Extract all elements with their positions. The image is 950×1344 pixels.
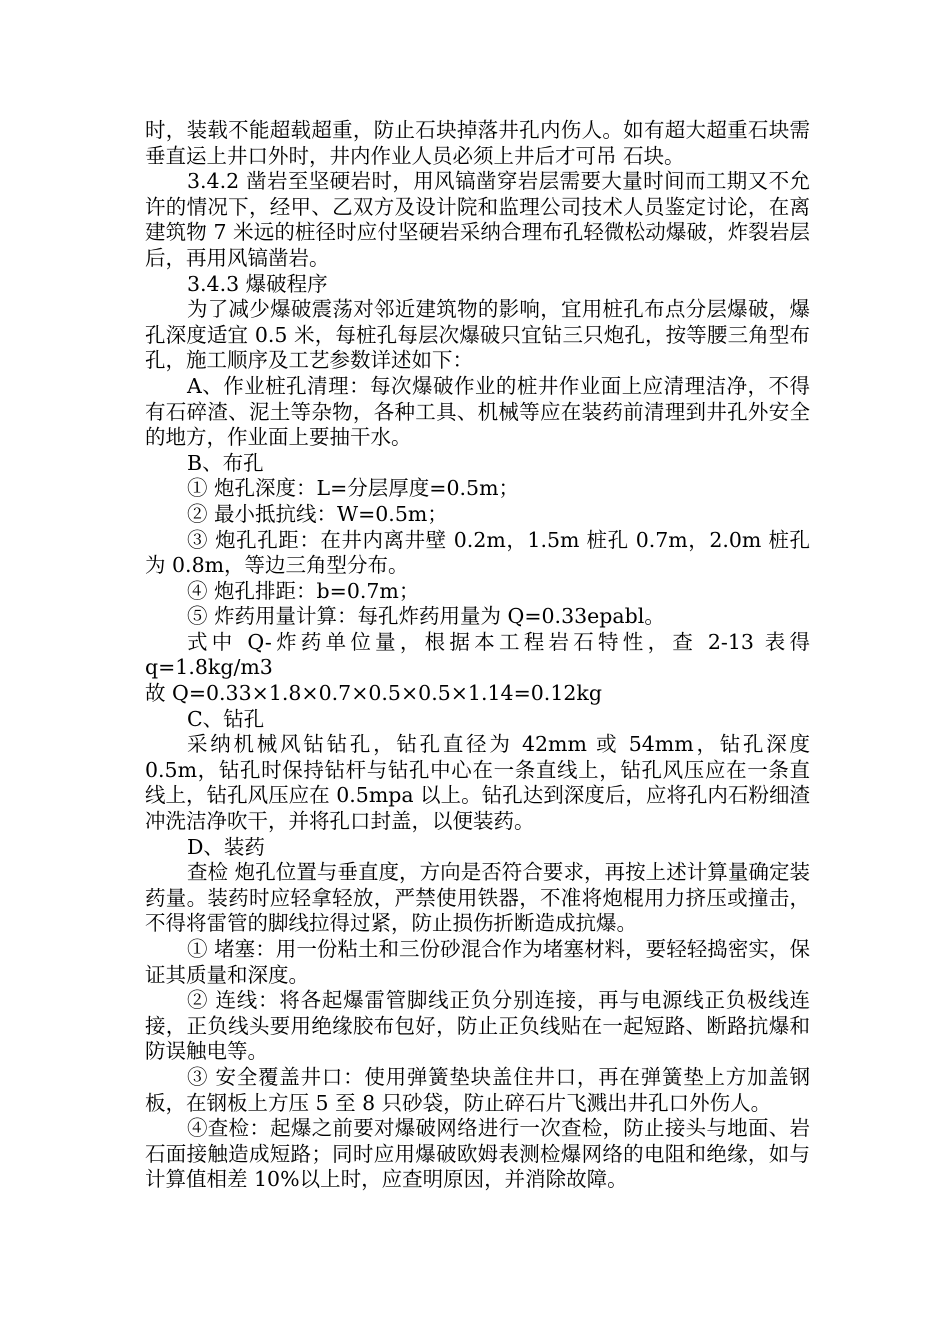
paragraph: 采纳机械风钻钻孔，钻孔直径为 42mm 或 54mm，钻孔深度 0.5m，钻孔时保持钻杆与钻孔中心在一条直线上，钻孔风压应在一条直线上，钻孔风压应在 0.5mpa 以上。钻孔达到深度后，应将孔内石粉细渣冲洗洁净吹干，并将孔口封盖，以便装药。 [145, 732, 810, 834]
document-body [145, 118, 810, 1193]
list-item: ② 最小抵抗线：W=0.5m； [187, 501, 448, 526]
subheading: D、装药 [187, 834, 265, 859]
subheading: C、钻孔 [187, 706, 265, 731]
paragraph: 查检 炮孔位置与垂直度，方向是否符合要求，再按上述计算量确定装药量。装药时应轻拿轻放，严禁使用铁器，不准将炮棍用力挤压或撞击，不得将雷管的脚线拉得过紧，防止损伤折断造成抗爆。 [145, 860, 810, 936]
list-item: ② 连线：将各起爆雷管脚线正负分别连接，再与电源线正负极线连接，正负线头要用绝缘胶布包好，防止正负线贴在一起短路、断路抗爆和防误触电等。 [145, 988, 810, 1064]
formula-line: q=1.8kg/m3 [145, 655, 273, 680]
paragraph: 为了减少爆破震荡对邻近建筑物的影响，宜用桩孔布点分层爆破，爆孔深度适宜 0.5 米，每桩孔每层次爆破只宜钻三只炮孔，按等腰三角型布孔，施工顺序及工艺参数详述如下： [145, 297, 810, 373]
section-heading: 3.4.3 爆破程序 [187, 271, 328, 296]
list-item: ③ 炮孔孔距：在井内离井壁 0.2m，1.5m 桩孔 0.7m，2.0m 桩孔为 0.8m，等边三角型分布。 [145, 527, 810, 578]
formula-line: 故 Q=0.33×1.8×0.7×0.5×0.5×1.14=0.12kg [145, 681, 602, 706]
list-item: ① 炮孔深度：L=分层厚度=0.5m； [187, 476, 520, 501]
paragraph: 3.4.2 凿岩至坚硬岩时，用风镐凿穿岩层需要大量时间而工期又不允许的情况下，经甲、乙双方及设计院和监理公司技术人员鉴定讨论，在离建筑物 7 米远的桩径时应付坚硬岩采纳合理布孔轻微松动爆破，炸裂岩层后，再用风镐凿岩。 [145, 169, 810, 270]
paragraph: 时，装载不能超载超重，防止石块掉落井孔内伤人。如有超大超重石块需垂直运上井口外时，井内作业人员必须上井后才可吊 石块。 [145, 118, 810, 168]
list-item: ③ 安全覆盖井口：使用弹簧垫块盖住井口，再在弹簧垫上方加盖钢板，在钢板上方压 5 至 8 只砂袋，防止碎石片飞溅出井孔口外伤人。 [145, 1064, 810, 1115]
list-item: ① 堵塞：用一份粘土和三份砂混合作为堵塞材料，要轻轻捣密实，保证其质量和深度。 [145, 937, 810, 987]
paragraph: 式中 Q-炸药单位量，根据本工程岩石特性，查 2-13 表得 [187, 629, 810, 654]
list-item: ④ 炮孔排距：b=0.7m； [187, 578, 420, 603]
subheading: B、布孔 [187, 450, 264, 475]
list-item: ④查检：起爆之前要对爆破网络进行一次查检，防止接头与地面、岩石面接触造成短路；同时应用爆破欧姆表测检爆网络的电阻和绝缘，如与计算值相差 10%以上时，应查明原因，并消除故障。 [145, 1116, 810, 1192]
list-item: ⑤ 炸药用量计算：每孔炸药用量为 Q=0.33epabl。 [187, 604, 665, 629]
paragraph: A、作业桩孔清理：每次爆破作业的桩井作业面上应清理洁净，不得有石碎渣、泥土等杂物，各种工具、机械等应在装药前清理到井孔外安全的地方，作业面上要抽干水。 [145, 373, 810, 450]
